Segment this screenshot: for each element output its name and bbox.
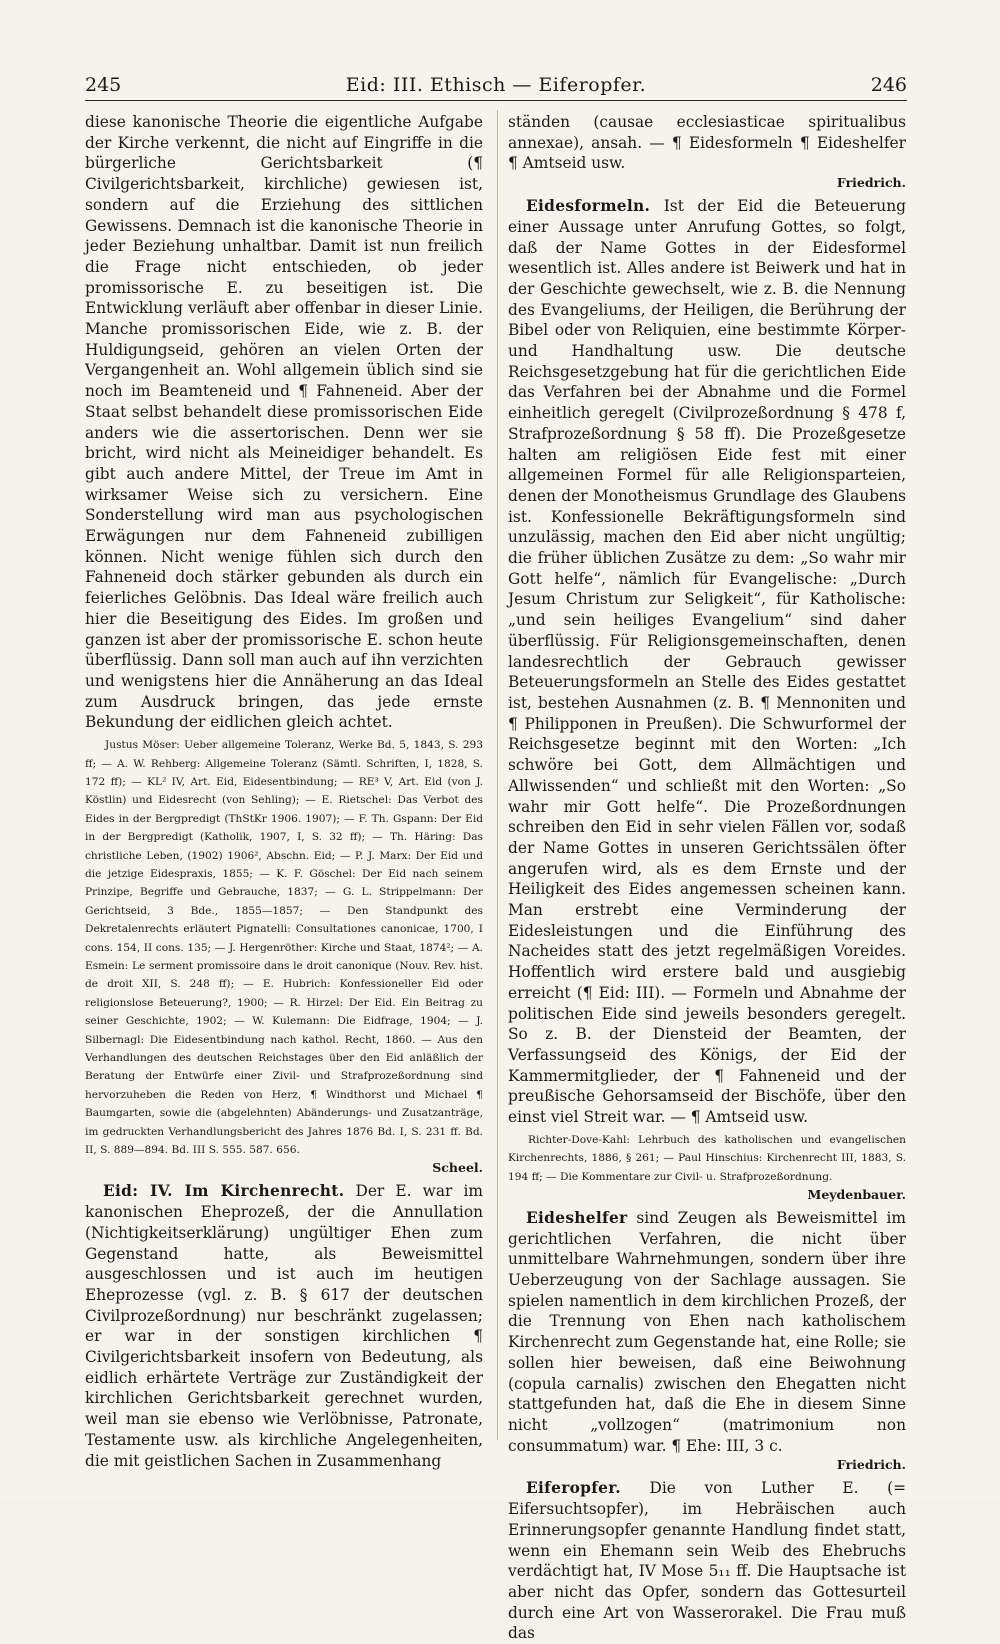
entry-text: Die von Luther E. (= Eifersuchtsopfer), im Hebräischen auch Erinnerungsopfer genannte Handlung findet statt, wenn ein Ehemann sein Weib des Ehebruchs verdächtigt hat, IV Mose 5₁₁ ff. Die Hauptsache ist aber nicht das Opfer, sondern das Gottesurteil durch eine Art von Wasserorakel. Die Frau muß das bbox=[508, 1479, 906, 1643]
author-signature: Friedrich. bbox=[836, 1457, 906, 1473]
running-header bbox=[85, 70, 907, 104]
running-title: Eid: III. Ethisch — Eiferopfer. bbox=[345, 74, 647, 96]
right-column bbox=[508, 112, 906, 1643]
header-rule bbox=[85, 100, 907, 101]
page-number-left: 245 bbox=[85, 74, 122, 96]
entry-eidesformeln bbox=[508, 196, 906, 1128]
left-column bbox=[85, 112, 483, 1470]
entry-text: Der E. war im kanonischen Eheprozeß, der die Annullation (Nichtigkeitserklärung) ungültiger Ehen zum Gegenstand hatte, als Beweismittel ausgeschlossen und ist auch im heutigen Eheprozesse (vgl. z. B. § 617 der deutschen Civilprozeßordnung) nur beschränkt zugelassen; er war in der sonstigen kirchlichen ¶ Civilgerichtsbarkeit insofern von Bedeutung, als eidlich erhärtete Verträge zur Zuständigkeit der kirchlichen Gerichtsbarkeit gerechnet wurden, weil man sie ebenso wie Verlöbnisse, Patronate, Testamente usw. als kirchliche Angelegenheiten, die mit geistlichen Sachen in Zusammenhang bbox=[85, 1182, 483, 1470]
entry-eid-kirchenrecht bbox=[85, 1181, 483, 1471]
entry-eiferopfer bbox=[508, 1478, 906, 1644]
paragraph-ethics-conclusion: diese kanonische Theorie die eigentliche Aufgabe der Kirche verkennt, die nicht auf Eingriffe in die bürgerliche Gerichtsbarkeit (¶ Civilgerichtsbarkeit, kirchliche) gewiesen ist, sondern auf die Erziehung des sittlichen Gewissens. Demnach ist die kanonische Theorie in jeder Beziehung unhaltbar. Damit ist nun freilich die Frage nicht entschieden, ob jeder promissorische E. zu beseitigen ist. Die Entwicklung verläuft aber offenbar in dieser Linie. Manche promissorischen Eide, wie z. B. der Huldigungseid, gehören an vielen Orten der Vergangenheit an. Wohl allgemein üblich sind sie noch im Beamteneid und ¶ Fahneneid. Aber der Staat selbst behandelt diese promissorischen Eide anders wie die assertorischen. Denn wer sie bricht, wird nicht als Meineidiger behandelt. Es gibt auch andere Mittel, der Treue im Amt in wirksamer Weise sich zu versichern. Eine Sonderstellung wird man aus psychologischen Erwägungen nur dem Fahneneid zubilligen können. Nicht wenige fühlen sich durch den Fahneneid doch stärker gebunden als durch ein feierliches Gelöbnis. Das Ideal wäre freilich auch hier die Beseitigung des Eides. Im großen und ganzen ist aber der promissorische E. schon heute überflüssig. Dann soll man auch auf ihn verzichten und wenigstens hier die Annäherung an das Ideal zum Ausdruck bringen, das jede ernste Bekundung der eidlichen gleich achtet. bbox=[85, 113, 483, 732]
column-divider bbox=[497, 110, 498, 1440]
author-signature: Friedrich. bbox=[836, 175, 906, 191]
entry-heading: Eiferopfer. bbox=[526, 1479, 621, 1498]
page-number-right: 246 bbox=[870, 74, 907, 96]
bibliography-eidesformeln: Richter-Dove-Kahl: Lehrbuch des katholischen und evangelischen Kirchenrechts, 1886, § 261; — Paul Hinschius: Kirchenrecht III, 1883, S. 194 ff; — Die Kommentare zur Civil- u. Strafprozeßordnung. bbox=[508, 1133, 906, 1183]
entry-text: sind Zeugen als Beweismittel im gerichtlichen Verfahren, die nicht über unmittelbare Wahrnehmungen, sondern über ihre Ueberzeugung von der Sachlage aussagen. Sie spielen namentlich in dem kirchlichen Prozeß, der die Trennung von Ehen nach katholischem Kirchenrecht zum Gegenstande hat, eine Rolle; sie sollen hier beweisen, daß eine Beiwohnung (copula carnalis) zwischen den Ehegatten nicht stattgefunden hat, daß die Ehe in diesem Sinne nicht „vollzogen“ (matrimonium non consummatum) war. ¶ Ehe: III, 3 c. bbox=[508, 1208, 906, 1455]
paragraph-continuation: ständen (causae ecclesiasticae spiritualibus annexae), ansah. — ¶ Eidesformeln ¶ Eideshelfer ¶ Amtseid usw. bbox=[508, 113, 906, 173]
entry-heading: Eideshelfer bbox=[526, 1208, 628, 1227]
bibliography-eid-iii: Justus Möser: Ueber allgemeine Toleranz, Werke Bd. 5, 1843, S. 293 ff; — A. W. Rehberg: Allgemeine Toleranz (Sämtl. Schriften, I, 1828, S. 172 ff); — KL² IV, Art. Eid, Eidesentbindung; — RE³ V, Art. Eid (von J. Köstlin) und Eidesrecht (von Sehling); — E. Rietschel: Das Verbot des Eides in der Bergpredigt (ThStKr 1906. 1907); — F. Th. Gspann: Der Eid in der Bergpredigt (Katholik, 1907, I, S. 32 ff); — Th. Häring: Das christliche Leben, (1902) 1906², Abschn. Eid; — P. J. Marx: Der Eid und die jetzige Eidespraxis, 1855; — K. F. Göschel: Der Eid nach seinem Prinzipe, Begriffe und Gebrauche, 1837; — G. L. Strippelmann: Der Gerichtseid, 3 Bde., 1855—1857; — Den Standpunkt des Dekretalenrechts erläutert Pignatelli: Consultationes canonicae, 1700, I cons. 154, II cons. 135; — J. Hergenröther: Kirche und Staat, 1874²; — A. Esmein: Le serment promissoire dans le droit canonique (Nouv. Rev. hist. de droit XII, S. 248 ff); — E. Hubrich: Konfessioneller Eid oder religionslose Beteuerung?, 1900; — R. Hirzel: Der Eid. Ein Beitrag zu seiner Geschichte, 1902; — W. Kulemann: Die Eidfrage, 1904; — J. Silbernagl: Die Eidesentbindung nach kathol. Recht, 1860. — Aus den Verhandlungen des deutschen Reichstages über den Eid anläßlich der Beratung der Entwürfe einer Zivil- und Strafprozeßordnung sind hervorzuheben die Reden von Herz, ¶ Windthorst und Michael ¶ Baumgarten, sowie die (abgelehnten) Abänderungs- und Zusatzanträge, im gedruckten Verhandlungsbericht des Jahres 1876 Bd. I, S. 231 ff. Bd. II, S. 889—894. Bd. III S. 555. 587. 656. bbox=[85, 739, 483, 1157]
entry-eideshelfer bbox=[508, 1208, 906, 1456]
author-signature: Meydenbauer. bbox=[807, 1186, 906, 1202]
entry-text: Ist der Eid die Beteuerung einer Aussage unter Anrufung Gottes, so folgt, daß der Name Gottes in der Eidesformel wesentlich ist. Alles andere ist Beiwerk und hat in der Geschichte gewechselt, wie z. B. die Nennung des Evangeliums, der Heiligen, die Berührung der Bibel oder von Reliquien, eine bestimmte Körper- und Handhaltung usw. Die deutsche Reichsgesetzgebung hat für die gerichtlichen Eide das Verfahren bei der Abnahme und die Formel einheitlich geregelt (Civilprozeßordnung § 478 f, Strafprozeßordnung § 58 ff). Die Prozeßgesetze halten am religiösen Eide fest mit einer allgemeinen Formel für alle Religionsparteien, denen der Monotheismus Grundlage des Glaubens ist. Konfessionelle Bekräftigungsformeln sind unzulässig, machen den Eid aber nicht ungültig; die früher üblichen Zusätze zu dem: „So wahr mir Gott helfe“, nämlich für Evangelische: „Durch Jesum Christum zur Seligkeit“, für Katholische: „und sein heiliges Evangelium“ sind daher überflüssig. Für Religionsgemeinschaften, denen landesrechtlich der Gebrauch gewisser Beteuerungsformeln an Stelle des Eides gestattet ist, bestehen Ausnahmen (z. B. ¶ Mennoniten und ¶ Philipponen in Preußen). Die Schwurformel der Reichsgesetze beginnt mit den Worten: „Ich schwöre bei Gott, dem Allmächtigen und Allwissenden“ und schließt mit den Worten: „So wahr mir Gott helfe“. Die Prozeßordnungen schreiben den Eid in sehr vielen Fällen vor, sodaß der Name Gottes in unseren Gerichtssälen öfter angerufen wird, als es dem Ernste und der Heiligkeit des Eides angemessen scheinen kann. Man erstrebt eine Verminderung der Eidesleistungen und die Einführung des Nacheides statt des jetzt regelmäßigen Voreides. Hoffentlich wird erstere bald und ausgiebig erreicht (¶ Eid: III). — Formeln und Abnahme der politischen Eide sind jeweils besonders geregelt. So z. B. der Diensteid der Beamten, der Verfassungseid des Königs, der Eid der Kammermitglieder, der ¶ Fahneneid und der preußische Gehorsamseid der Bischöfe, über den einst viel Streit war. — ¶ Amtseid usw. bbox=[508, 197, 906, 1127]
entry-heading: Eidesformeln. bbox=[526, 197, 651, 216]
entry-heading: Eid: IV. Im Kirchenrecht. bbox=[103, 1182, 345, 1201]
author-signature: Scheel. bbox=[432, 1160, 483, 1176]
